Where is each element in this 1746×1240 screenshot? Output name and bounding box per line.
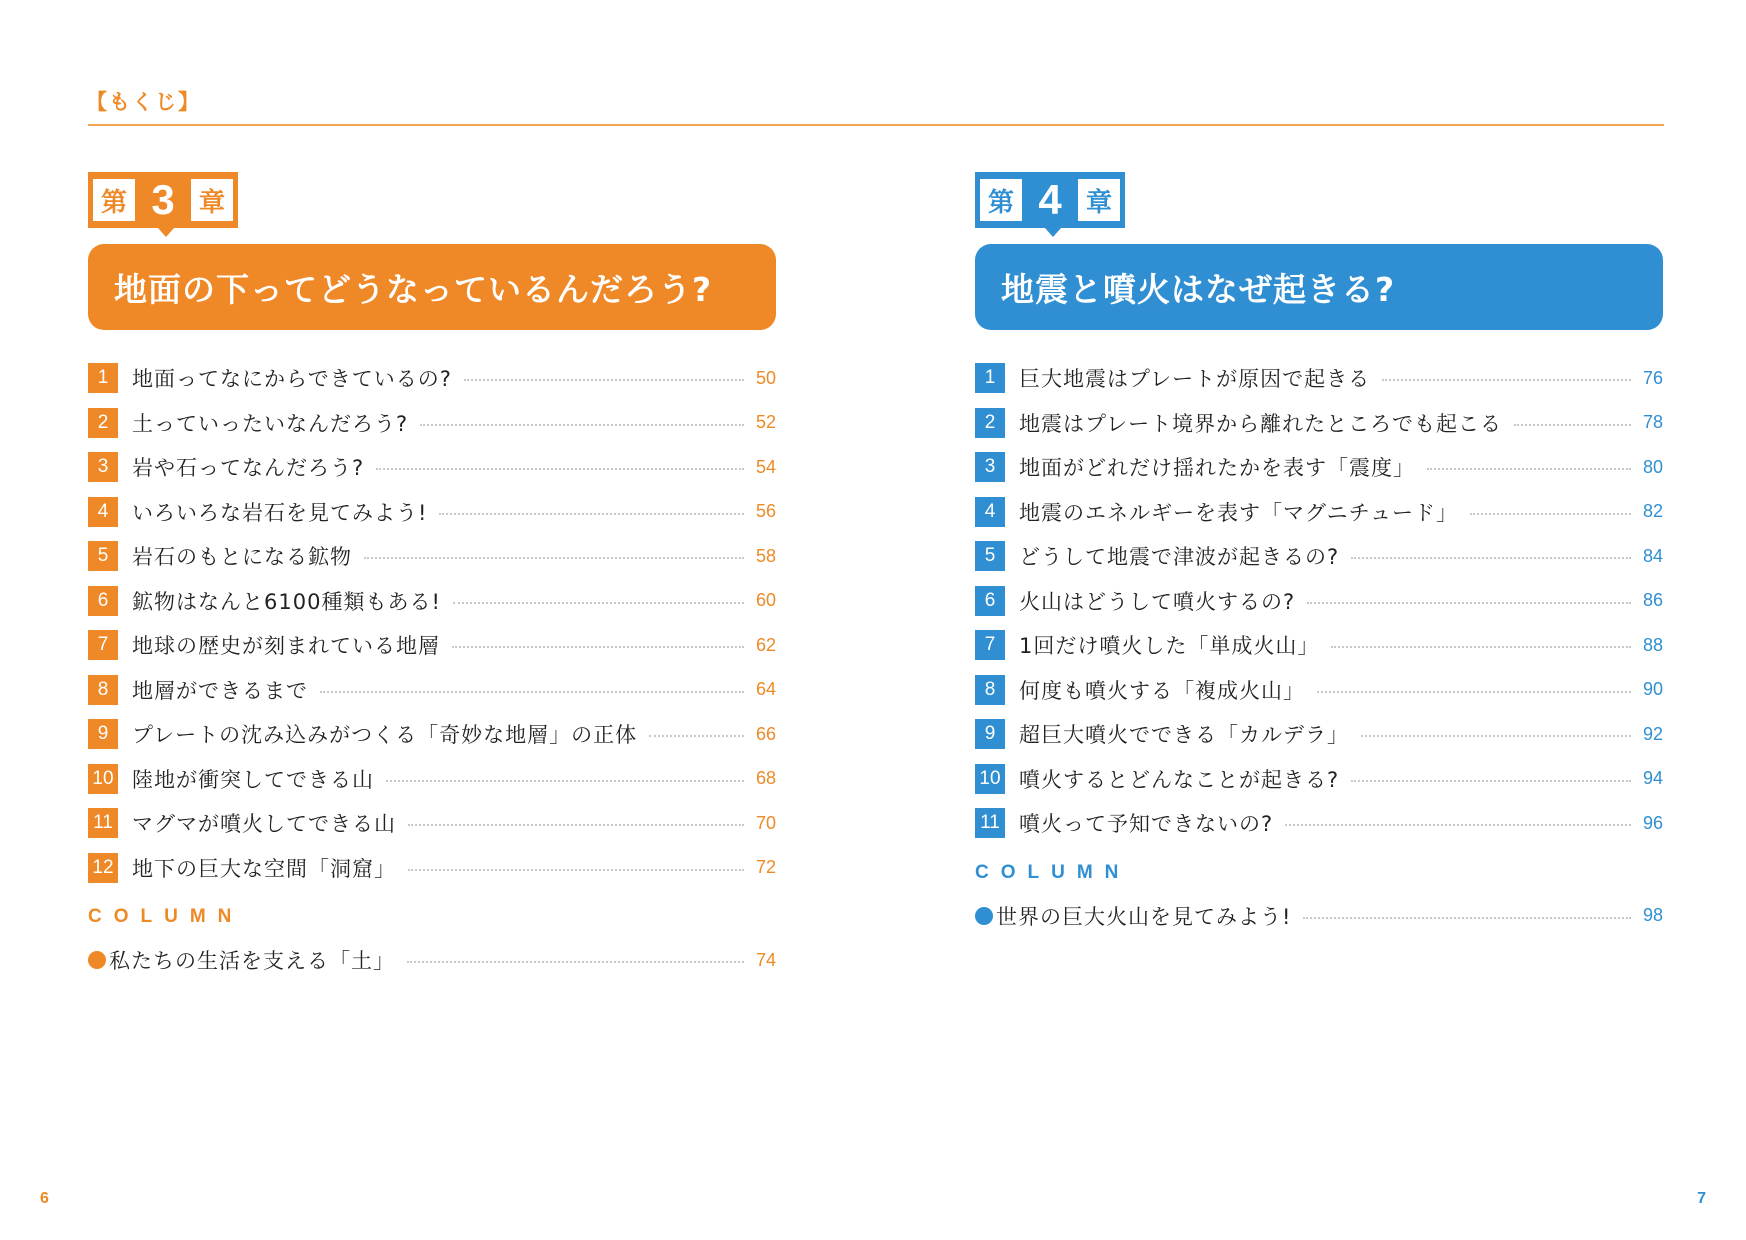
item-page: 62 (755, 634, 776, 655)
item-number: 7 (88, 630, 118, 660)
dot-leader (1514, 424, 1631, 426)
item-number: 7 (975, 630, 1005, 660)
chapter-3-section (88, 172, 776, 983)
item-page: 70 (755, 812, 776, 833)
item-title: いろいろな岩石を見てみよう! (132, 500, 428, 525)
item-title: 地震はプレート境界から離れたところでも起こる (1019, 411, 1502, 436)
chapter-suffix: 章 (1078, 179, 1120, 221)
item-page: 88 (1642, 634, 1663, 655)
dot-leader (376, 468, 744, 470)
dot-leader (1303, 917, 1631, 919)
toc-item[interactable] (975, 401, 1663, 446)
item-title: 地震のエネルギーを表す「マグニチュード」 (1019, 500, 1458, 525)
toc-item[interactable] (88, 846, 776, 891)
chapter-4-badge (975, 172, 1125, 228)
toc-item[interactable] (88, 579, 776, 624)
item-page: 98 (1642, 905, 1663, 926)
item-page: 60 (755, 590, 776, 611)
item-number: 11 (88, 808, 118, 838)
chapter-number: 3 (151, 176, 175, 223)
chapter-suffix: 章 (191, 179, 233, 221)
chapter-prefix: 第 (980, 179, 1022, 221)
item-title: 何度も噴火する「複成火山」 (1019, 678, 1305, 703)
item-number: 4 (88, 497, 118, 527)
item-page: 94 (1642, 768, 1663, 789)
toc-item[interactable] (975, 356, 1663, 401)
item-title: 火山はどうして噴火するの? (1019, 589, 1296, 614)
dot-leader (1351, 780, 1631, 782)
toc-item[interactable] (975, 623, 1663, 668)
item-title: 地面がどれだけ揺れたかを表す「震度」 (1019, 456, 1415, 481)
toc-item[interactable] (88, 490, 776, 535)
item-title: 土っていったいなんだろう? (132, 411, 409, 436)
chapter-4-section (975, 172, 1663, 938)
item-page: 56 (755, 501, 776, 522)
toc-item[interactable] (88, 401, 776, 446)
toc-item[interactable] (88, 445, 776, 490)
item-page: 64 (755, 679, 776, 700)
item-page: 74 (755, 949, 776, 970)
dot-leader (386, 780, 744, 782)
chapter-3-toc-list (88, 356, 776, 890)
chapter-4-title: 地震と噴火はなぜ起きる? (975, 244, 1663, 330)
item-page: 86 (1642, 590, 1663, 611)
toc-item[interactable] (88, 623, 776, 668)
dot-leader (464, 379, 744, 381)
item-title: 地面ってなにからできているの? (132, 367, 452, 392)
dot-leader (408, 869, 744, 871)
bullet-icon (88, 951, 106, 969)
chapter-number: 4 (1038, 176, 1062, 223)
dot-leader (408, 824, 744, 826)
dot-leader (1307, 602, 1631, 604)
item-title: 地層ができるまで (132, 678, 308, 703)
chapter-3-badge (88, 172, 238, 228)
header-divider (88, 124, 1664, 126)
chapter-prefix: 第 (93, 179, 135, 221)
item-page: 76 (1642, 367, 1663, 388)
item-page: 58 (755, 545, 776, 566)
item-number: 5 (975, 541, 1005, 571)
item-title: マグマが噴火してできる山 (132, 812, 396, 837)
toc-item[interactable] (88, 801, 776, 846)
item-title: 鉱物はなんと6100種類もある! (132, 589, 441, 614)
item-title: 巨大地震はプレートが原因で起きる (1019, 367, 1371, 392)
item-page: 96 (1642, 812, 1663, 833)
item-title: 超巨大噴火でできる「カルデラ」 (1019, 723, 1349, 748)
item-number: 4 (975, 497, 1005, 527)
toc-item[interactable] (975, 801, 1663, 846)
item-title: 1回だけ噴火した「単成火山」 (1019, 634, 1320, 659)
item-page: 54 (755, 456, 776, 477)
item-number: 9 (975, 719, 1005, 749)
item-page: 80 (1642, 456, 1663, 477)
page-number-left: 6 (40, 1190, 49, 1207)
item-page: 50 (755, 367, 776, 388)
item-number: 1 (88, 363, 118, 393)
item-number: 6 (88, 586, 118, 616)
dot-leader (1427, 468, 1631, 470)
dot-leader (1331, 646, 1631, 648)
item-number: 3 (975, 452, 1005, 482)
item-page: 78 (1642, 412, 1663, 433)
item-page: 72 (755, 857, 776, 878)
item-title: 私たちの生活を支える「土」 (109, 949, 395, 974)
chapter-3-title: 地面の下ってどうなっているんだろう? (88, 244, 776, 330)
dot-leader (407, 961, 744, 963)
dot-leader (320, 691, 744, 693)
item-page: 66 (755, 723, 776, 744)
toc-item[interactable] (975, 490, 1663, 535)
bullet-icon (975, 907, 993, 925)
column-label: COLUMN (975, 861, 1131, 883)
dot-leader (453, 602, 744, 604)
dot-leader (420, 424, 744, 426)
dot-leader (452, 646, 744, 648)
toc-item[interactable] (88, 712, 776, 757)
item-number: 5 (88, 541, 118, 571)
item-title: 岩石のもとになる鉱物 (132, 545, 352, 570)
item-title: プレートの沈み込みがつくる「奇妙な地層」の正体 (132, 723, 638, 748)
item-number: 10 (88, 764, 118, 794)
dot-leader (1285, 824, 1631, 826)
item-page: 82 (1642, 501, 1663, 522)
toc-item[interactable] (975, 757, 1663, 802)
item-title: どうして地震で津波が起きるの? (1019, 545, 1340, 570)
dot-leader (1361, 735, 1631, 737)
item-title: 地球の歴史が刻まれている地層 (132, 634, 440, 659)
dot-leader (1351, 557, 1631, 559)
toc-item[interactable] (975, 579, 1663, 624)
item-page: 68 (755, 768, 776, 789)
item-number: 9 (88, 719, 118, 749)
toc-item[interactable] (88, 668, 776, 713)
toc-heading: 【もくじ】 (86, 90, 201, 114)
item-number: 8 (88, 675, 118, 705)
item-page: 92 (1642, 723, 1663, 744)
toc-item[interactable] (975, 712, 1663, 757)
toc-item[interactable] (88, 757, 776, 802)
toc-item[interactable] (975, 668, 1663, 713)
column-item[interactable] (975, 894, 1663, 939)
item-number: 11 (975, 808, 1005, 838)
item-page: 90 (1642, 679, 1663, 700)
dot-leader (439, 513, 744, 515)
toc-item[interactable] (88, 534, 776, 579)
dot-leader (1382, 379, 1631, 381)
item-title: 噴火するとどんなことが起きる? (1019, 767, 1340, 792)
chapter-4-toc-list (975, 356, 1663, 846)
dot-leader (649, 735, 744, 737)
toc-item[interactable] (975, 445, 1663, 490)
item-number: 8 (975, 675, 1005, 705)
item-number: 2 (975, 408, 1005, 438)
item-number: 3 (88, 452, 118, 482)
item-page: 84 (1642, 545, 1663, 566)
toc-item[interactable] (975, 534, 1663, 579)
page-number-right: 7 (1697, 1190, 1706, 1207)
column-label: COLUMN (88, 906, 244, 927)
item-title: 世界の巨大火山を見てみよう! (996, 904, 1292, 929)
dot-leader (364, 557, 744, 559)
dot-leader (1470, 513, 1631, 515)
item-title: 岩や石ってなんだろう? (132, 456, 365, 481)
item-title: 噴火って予知できないの? (1019, 812, 1274, 837)
toc-item[interactable] (88, 356, 776, 401)
item-number: 12 (88, 853, 118, 883)
item-number: 2 (88, 408, 118, 438)
item-page: 52 (755, 412, 776, 433)
column-item[interactable] (88, 938, 776, 983)
item-number: 6 (975, 586, 1005, 616)
item-title: 陸地が衝突してできる山 (132, 767, 374, 792)
item-title: 地下の巨大な空間「洞窟」 (132, 856, 396, 881)
item-number: 10 (975, 764, 1005, 794)
item-number: 1 (975, 363, 1005, 393)
dot-leader (1317, 691, 1631, 693)
